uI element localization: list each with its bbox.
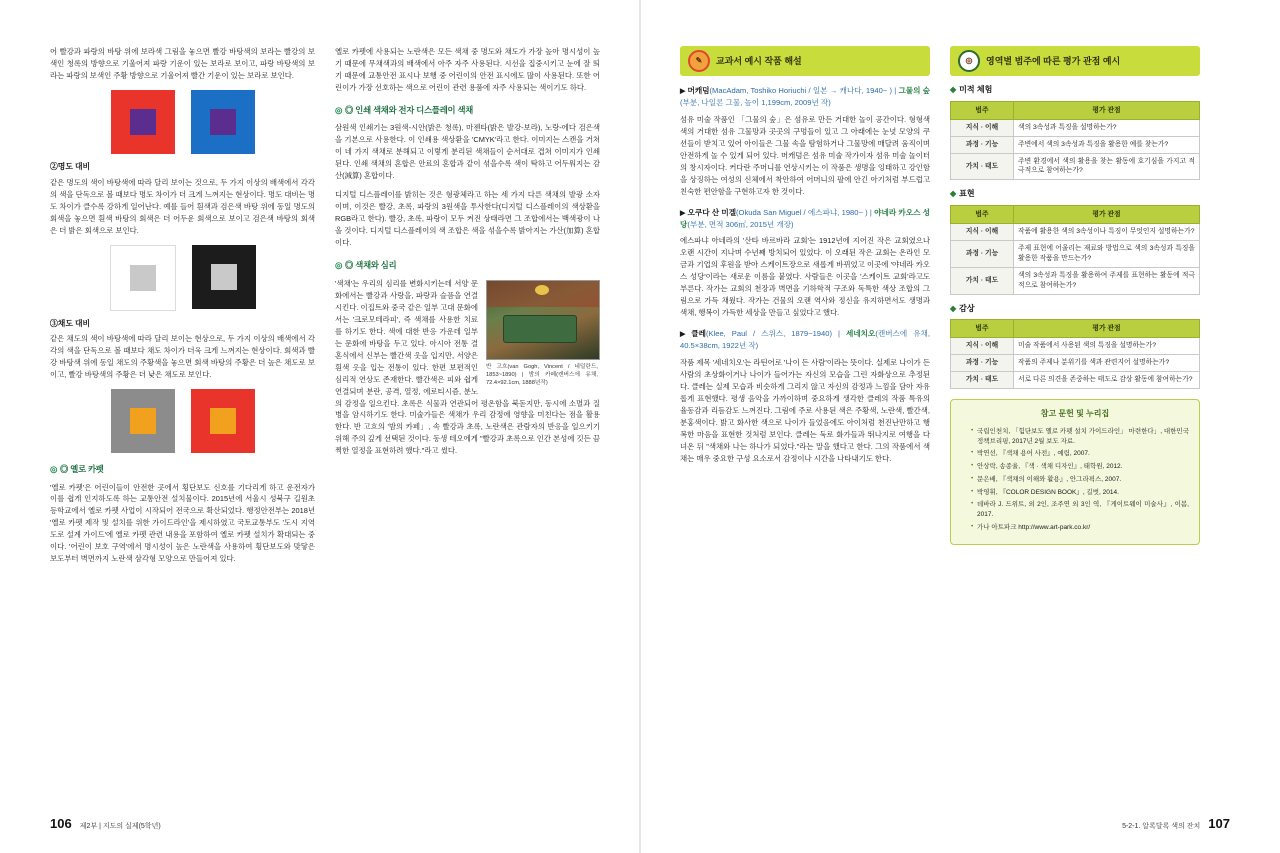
cell-category: 가치 · 태도 xyxy=(951,267,1014,294)
circle-bullet-icon: ◎ xyxy=(335,104,343,115)
cell-category: 지식 · 이해 xyxy=(951,224,1014,241)
section-heading-print-color: ◎ ◎ 인쇄 색채와 전자 디스플레이 색채 xyxy=(335,104,474,115)
table-row xyxy=(951,153,1200,180)
swatch-inner xyxy=(130,408,156,434)
page-number: 106 xyxy=(50,816,72,831)
painting-image xyxy=(486,280,600,360)
right-page-footer xyxy=(1122,816,1230,831)
footer-text: 제2부 | 지도의 실제(5학년) xyxy=(79,823,161,830)
left-column-2 xyxy=(335,46,600,786)
square-bullet-icon: ◆ xyxy=(950,85,957,94)
swatch-inner xyxy=(130,109,156,135)
cell-criteria: 색의 3속성과 특징을 활용하여 주제를 표현하는 활동에 적극적으로 참여하는가? xyxy=(1014,267,1200,294)
figure-caption: 반 고흐(van Gogh, Vincent / 네덜란드, 1853~1890) | 밤의 카페(캔버스에 유채, 72.4×92.1cm, 1888년작) xyxy=(486,363,598,387)
table-row xyxy=(951,241,1200,268)
paragraph: '옐로 카펫'은 어린이들이 안전한 곳에서 횡단보도 신호를 기다리게 하고 운전자가 이를 쉽게 인지하도록 하는 교통안전 설치물이다. 2015년에 서울시 성북구 길원초등학교에서 옐로 카펫 사업이 시작되어 전국으로 확산되었다. 행정안전부는 2018년 '옐로 카펫 제작 및 설치를 위한 가이드라인'을 제시하였고 국토교통부도 '도시 지역 도로 설계 가이드'에 옐로 카펫 관련 내용을 포함하여 옐로 카펫 설치가 확대되는 중이다. '어린이 보호 구역'에서 명시성이 높은 노란색을 사용하여 횡단보도와 맞닿은 보도부터 벽면까지 노란색 삼각형 모양으로 만들어져 있다. xyxy=(50,482,315,564)
left-column-1 xyxy=(50,46,315,786)
artwork-entry-title: ▶ 오쿠다 산 미겔(Okuda San Miguel / 에스파냐, 1980~ ) | 야네라 카오스 성당(부분, 면적 306㎡, 2015년 개장) xyxy=(680,207,930,229)
list-item: • 박영휘, 『COLOR DESIGN BOOK』, 길벗, 2014. xyxy=(971,488,1189,498)
value-contrast-black-bg xyxy=(192,245,256,309)
square-bullet-icon: ◆ xyxy=(950,189,957,199)
cell-criteria: 주제 표현에 어울리는 재료와 방법으로 색의 3속성과 특징을 활용한 작품을 만드는가? xyxy=(1014,241,1200,268)
list-item: • 문은배, 『색채의 이해와 활용』, 안그라픽스, 2007. xyxy=(971,475,1189,485)
cell-category: 지식 · 이해 xyxy=(951,119,1014,136)
left-page-columns xyxy=(50,46,600,786)
cell-criteria: 작품의 주제나 분위기를 색과 관련지어 설명하는가? xyxy=(1014,355,1200,372)
paragraph: 같은 명도의 색이 바탕색에 따라 달리 보이는 것으로, 두 가지 이상의 배색에서 각각의 색을 단독으로 볼 때보다 명도 차이가 더 크게 느껴지는 현상이다. 명도 대비는 명도 차이가 클수록 강하게 일어난다. 예를 들어 흰색과 검은색 바탕 위에 동일 명도의 회색을 놓으면 흰색 바탕의 회색은 더 어두운 회색으로 보이고 검은색 바탕의 회색은 더 밝은 회색으로 보인다. xyxy=(50,177,315,235)
col-category: 범주 xyxy=(951,320,1014,338)
artwork-entry-body: 에스파냐 아네라의 '산타 바르바라 교회'는 1912년에 지어진 작은 교회였으나 오랜 시간이 지나며 수년째 방치되어 있었다. 이 오래된 작은 교회는 온라인 모금과 기업의 후원을 받아 스케이트장으로 새롭게 바뀌었고 이곳에 '야네라 카오스 성당'이라는 새로운 이름을 붙였다. 사람들은 이곳을 '스케이트 교회'라고도 부른다. 작가는 교회의 천장과 벽면을 기하학적 구조와 독특한 색상 조합의 그림으로 가득 채웠다. 작가는 건물의 오랜 역사와 정신을 유지하면서도 생명과 색채, 행복이 가득한 세상을 만들고 싶었다고 했다. xyxy=(680,236,930,318)
panel-artwork-commentary xyxy=(680,46,930,786)
figure-night-cafe xyxy=(486,280,600,388)
swatch-inner xyxy=(210,408,236,434)
table-row xyxy=(951,119,1200,136)
target-icon: ◎ xyxy=(958,50,980,72)
list-item[interactable]: • 가나 아트파크 http://www.art-park.co.kr/ xyxy=(971,523,1189,533)
list-item: • 국립인천치, 「힘단보도 옐로 카펫 설치 가이드라인」 마련한다」, 대한민국정책브리핑, 2017년 2월 보도 자료. xyxy=(971,427,1189,447)
right-page xyxy=(640,0,1280,853)
circle-bullet-icon: ◎ xyxy=(50,464,58,475)
artwork-entry-body: 작품 제목 '세네치오'는 라틴어로 '나이 든 사람'이라는 뜻이다. 실제로 나이가 든 사람의 초상화이거나 나이가 들어가는 자신의 모습을 그린 자화상으로 추정된다. 클레는 실제 모습과 비슷하게 그리지 않고 자신의 감정과 느낌을 담아 자유롭게 표현했다. 평생 음악을 가까이하며 중요하게 생각한 클레의 작품 특유의 율동감과 리듬감도 느껴진다. 그림에 주로 사용된 색은 주황색, 노란색, 빨간색, 분홍색이다. 밝고 화사한 색으로 나이가 들었음에도 아이처럼 천진난만하고 행복한 마음을 표현한 것처럼 보인다. 클레는 둑로 화가들과 뛰나지로 여행을 다녀온 뒤 "색채와 나는 하나가 되었다."라는 말을 했다고 한다. 그의 작품에서 색채는 매우 중요한 구성 요소로서 감정이나 시간을 나타내기도 한다. xyxy=(680,357,930,463)
list-item: • 데바라 J. 드위트, 외 2인, 조주연 외 3인 역, 『게이트웨이 미술사』, 이봄, 2017. xyxy=(971,500,1189,520)
eval-table-expression xyxy=(950,205,1200,294)
reference-list xyxy=(961,427,1189,533)
col-criteria: 평가 관점 xyxy=(1014,206,1200,224)
reference-box-title: 참고 문헌 및 누리집 xyxy=(1040,408,1110,418)
eval-table-aesthetic xyxy=(950,101,1200,180)
paragraph: '색채'는 우리의 심리를 변화시키는데 서양 문화에서는 빨강과 사랑을, 파랑과 슬픔을 연결시킨다. 이집트와 중국 같은 일부 고대 문화에서는 '크로모테라피', 즉 색채를 사용한 치료를 하기도 한다. 색에 대한 반응 가운데 일부는 문화에 바탕을 두고 있다. 아시아 전통 결혼식에서 신부는 빨간색 옷을 입지만, 서양은 흰색 옷을 입는 전통이 있다. 한편 보편적인 심리적 연상도 존재한다. 빨간색은 피와 쉽게 연결되며 분란, 공격, 열정, 에로티시즘, 분노의 감정을 일으킨다. 초록은 식물과 연관되어 평온함을 북돋지만, 동시에 소멸과 질병을 암시하기도 한다. 미술가들은 색채가 우리 감정에 영향을 미친다는 점을 활용한다. 반 고흐의 '밤의 카페」, 속 빨강과 초록, 노란색은 관람자의 반응을 일으키기 위해 주의 깊게 선택된 것이다. 동생 테오에게 "빨강과 초록으로 인간 본성에 깃든 끔찍한 열정을 표현하려 했다."라고 썼다. xyxy=(335,278,600,456)
table-header-row xyxy=(951,101,1200,119)
table-row xyxy=(951,224,1200,241)
left-page-footer xyxy=(50,816,161,831)
eval-table-appreciation xyxy=(950,319,1200,389)
page-number: 107 xyxy=(1208,816,1230,831)
triangle-bullet-icon: ▶ xyxy=(680,331,690,339)
col-category: 범주 xyxy=(951,206,1014,224)
triangle-bullet-icon: ▶ xyxy=(680,88,686,95)
square-bullet-icon: ◆ xyxy=(950,303,957,313)
subhead-value-contrast: ②명도 대비 xyxy=(50,161,91,171)
eval-section-title: ◆ 표현 xyxy=(950,189,975,199)
chroma-contrast-red-bg xyxy=(191,389,255,453)
cell-category: 가치 · 태도 xyxy=(951,372,1014,389)
panel-evaluation-criteria xyxy=(950,46,1200,786)
panel-header xyxy=(680,46,930,76)
cell-criteria: 주변 환경에서 색의 활용을 찾는 활동에 호기심을 가지고 적극적으로 참여하는가? xyxy=(1014,153,1200,180)
table-row xyxy=(951,338,1200,355)
paragraph: 같은 채도의 색이 바탕색에 따라 달리 보이는 현상으로, 두 가지 이상의 배색에서 각각의 색을 단독으로 볼 때보다 채도 차이가 더욱 크게 느껴지는 현상이다. 회색과 빨강 바탕색 위에 동일 채도의 주황색을 놓으면 회색 바탕의 주황은 더 높은 채도로 보이고, 빨강 바탕색의 주황은 더 낮은 채도로 보인다. xyxy=(50,334,315,380)
cell-criteria: 서로 다른 의견을 존중하는 태도로 감상 활동에 참여하는가? xyxy=(1014,372,1200,389)
paragraph: 어 빨강과 파랑의 바탕 위에 보라색 그림을 놓으면 빨강 바탕색의 보라는 빨강의 보색인 청록의 방향으로 기울어져 파랑 기운이 있는 보라로 보이고, 파랑 바탕색의 보라는 파랑의 보색인 주황 방향으로 기울어져 빨간 기운이 있는 보라로 보인다. xyxy=(50,47,315,80)
painting-table xyxy=(503,315,577,343)
cell-category: 과정 · 기능 xyxy=(951,241,1014,268)
figure-chroma-contrast xyxy=(50,389,315,453)
section-heading-yellow-carpet: ◎ ◎ 옐로 카펫 xyxy=(50,464,104,475)
hue-contrast-red-bg xyxy=(111,90,175,154)
table-row xyxy=(951,267,1200,294)
col-criteria: 평가 관점 xyxy=(1014,101,1200,119)
table-header-row xyxy=(951,320,1200,338)
circle-bullet-icon: ◎ xyxy=(335,260,343,271)
list-item: • 안상락, 송종율, 『색 · 색채 디자인』, 태학원, 2012. xyxy=(971,462,1189,472)
table-row xyxy=(951,372,1200,389)
chroma-contrast-gray-bg xyxy=(111,389,175,453)
swatch-inner xyxy=(211,264,237,290)
cell-criteria: 주변에서 색의 3속성과 특징을 활용한 예를 찾는가? xyxy=(1014,136,1200,153)
eval-section-title: ◆ 미적 체험 xyxy=(950,85,993,94)
artwork-entry-title: ▶ 머캐덤(MacAdam, Toshiko Horiuchi / 일본 → 캐나다, 1940~ ) | 그물의 숲(부분, 나일론 그물, 높이 1,199cm, 2009년 작) xyxy=(680,86,931,108)
footer-text: 5-2-1. 알록달록 색의 잔치 xyxy=(1122,823,1201,830)
value-contrast-white-bg xyxy=(110,245,176,311)
panel-title: 교과서 예시 작품 해설 xyxy=(716,55,802,66)
swatch-inner xyxy=(210,109,236,135)
panel-title: 영역별 범주에 따른 평가 관점 예시 xyxy=(986,55,1121,66)
subhead-chroma-contrast: ③채도 대비 xyxy=(50,318,91,328)
paragraph: 디지털 디스플레이를 밝히는 것은 형광체라고 하는 세 가지 다른 색채의 발광 소자이며, 이것은 빨강, 초록, 파랑의 3원색을 투사한다(디지털 디스플레이의 색상환을 RGB라고 한다). 빨강, 초록, 파랑이 모두 켜진 상태라면 그 조합에서는 백색광이 나올 것이다. 디지털 디스플레이의 색 조합은 색을 섞을수록 밝아지는 가산(加算) 혼합이다. xyxy=(335,190,600,248)
right-page-columns xyxy=(680,46,1230,786)
artwork-entry-title: ▶ 클레(Klee, Paul / 스위스, 1879~1940) | 세네치오(캔버스에 유채, 40.5×38cm, 1922년 작) xyxy=(680,329,930,351)
artwork-icon: ✎ xyxy=(688,50,710,72)
cell-criteria: 작품에 활용한 색의 3속성이나 특징이 무엇인지 설명하는가? xyxy=(1014,224,1200,241)
paragraph: 옐로 카펫에 사용되는 노란색은 모든 색채 중 명도와 채도가 가장 높아 명시성이 높기 때문에 무채색과의 배색에서 아주 자주 사용된다. 시선을 집중시키고 눈에 잘 띄기 때문에 교통안전 표시나 보행 중 어린이의 안전 표시에도 많이 사용된다. 또한 어린이가 가장 선호하는 색으로 어린이 관련 용품에 자주 사용되는 색이기도 하다. xyxy=(335,47,600,92)
table-row xyxy=(951,355,1200,372)
hue-contrast-blue-bg xyxy=(191,90,255,154)
painting-lamp xyxy=(535,285,549,295)
paragraph: 삼원색 인쇄기는 3원색-시안(밝은 청록), 마젠타(밝은 발강-보라), 노랑-에다 검은색을 기본으로 사용한다. 이 인쇄용 색상환을 'CMYK'라고 한다. 이미지는 스캔을 거쳐 이 네 가지 색채로 분해되고 이렇게 분리된 색채들이 순서대로 겹쳐 이미지가 인쇄된다. 인쇄 색채의 혼합은 안료의 혼합과 같이 섞을수록 색이 탁하고 어두워지는 감산(減算) 혼합이다. xyxy=(335,123,600,181)
swatch-inner xyxy=(130,265,156,291)
panel-header xyxy=(950,46,1200,76)
cell-criteria: 색의 3속성과 특징을 설명하는가? xyxy=(1014,119,1200,136)
cell-category: 가치 · 태도 xyxy=(951,153,1014,180)
artwork-entry-body: 섬유 미술 작품인 「그물의 숲」은 섬유로 만든 거대한 놀이 공간이다. 형형색색의 거대한 섬유 그물망과 곳곳의 구멍들이 있고 그 아래에는 눈넛 모양의 쿠션들이 받치고 있어 아이들은 그물 속을 탐험하거나 그물망에 매달려 움직이며 안전하게 놀 수 있게 되어 있다. 머캐덤은 섬유 미술 작가이자 섬유 미술 놀이터의 창시자이다. 커다란 주머니를 연상시키는 이 작품은 생명을 잉태하고 강인함을 상징하는 여성의 신체에서 착안하여 어머니의 팔에 안긴 아기처럼 부드럽고 친숙한 편안함을 구현하고자 한 것이다. xyxy=(680,114,930,196)
col-criteria: 평가 관점 xyxy=(1014,320,1200,338)
table-row xyxy=(951,136,1200,153)
eval-section-title: ◆ 감상 xyxy=(950,303,975,313)
cell-category: 과정 · 기능 xyxy=(951,355,1014,372)
figure-value-contrast xyxy=(50,245,315,311)
section-heading-color-psychology: ◎ ◎ 색채와 심리 xyxy=(335,260,397,271)
cell-criteria: 미술 작품에서 사용된 색의 특징을 설명하는가? xyxy=(1014,338,1200,355)
triangle-bullet-icon: ▶ xyxy=(680,209,686,217)
figure-hue-contrast xyxy=(50,90,315,154)
cell-category: 지식 · 이해 xyxy=(951,338,1014,355)
col-category: 범주 xyxy=(951,101,1014,119)
table-header-row xyxy=(951,206,1200,224)
reference-box xyxy=(950,399,1200,545)
list-item: • 박연선, 『색채 용어 사전』, 예림, 2007. xyxy=(971,449,1189,459)
cell-category: 과정 · 기능 xyxy=(951,136,1014,153)
